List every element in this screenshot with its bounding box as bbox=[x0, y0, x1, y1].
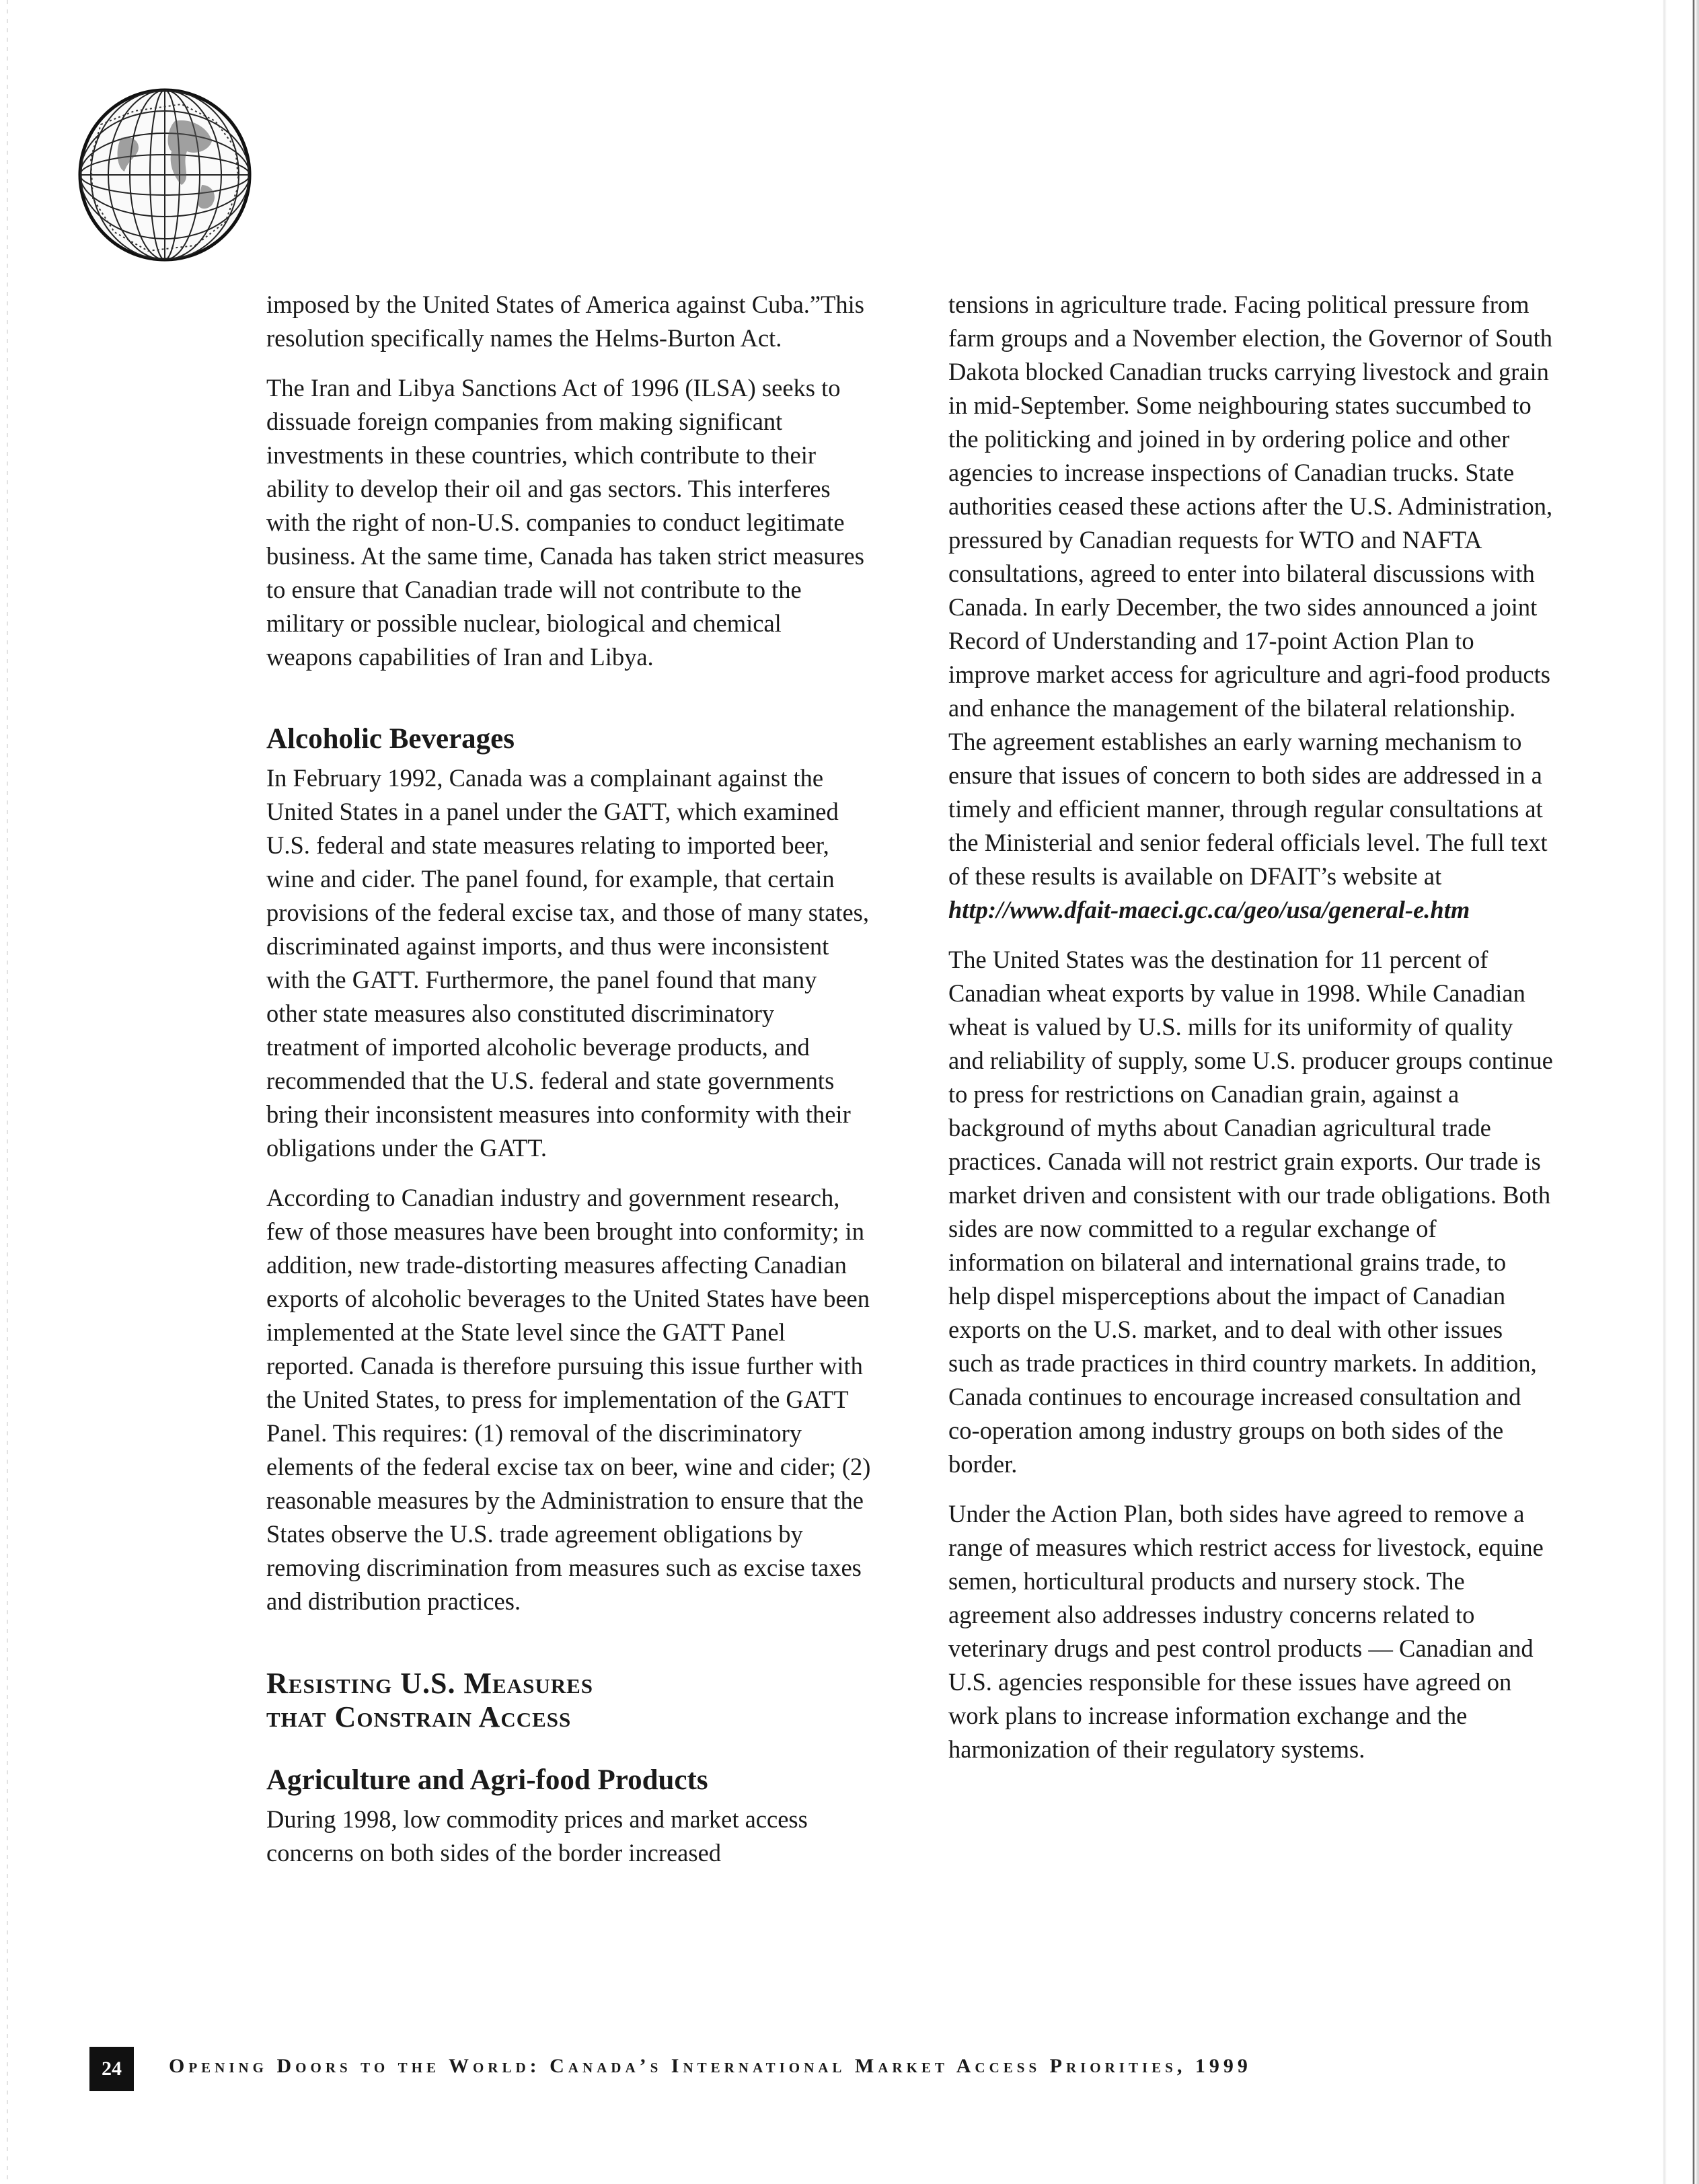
paragraph: During 1998, low commodity prices and market access concerns on both sides of the border increased bbox=[266, 1805, 808, 1867]
scan-edge-right bbox=[1657, 0, 1699, 2184]
heading-agriculture: Agriculture and Agri-food Products bbox=[266, 1764, 708, 1796]
section-title-line: that Constrain Access bbox=[266, 1700, 572, 1733]
footer-title: Opening Doors to the World: Canada’s International Market Access Priorities, 1999 bbox=[169, 2055, 1252, 2077]
right-column bbox=[948, 288, 1554, 1782]
paragraph: The Iran and Libya Sanctions Act of 1996 (ILSA) seeks to dissuade foreign companies from making significant investments in these countries, which contribute to their ability to develop their oil and gas sectors. This interferes with the right of non-U.S. companies to conduct legitimate business. At the same time, Canada has taken strict measures to ensure that Canadian trade will not contribute to the military or possible nuclear, biological and chemical weapons capabilities of Iran and Libya. bbox=[266, 374, 864, 671]
paragraph: The United States was the destination for 11 percent of Canadian wheat exports by value in 1998. While Canadian wheat is valued by U.S. mills for its uniformity of quality and reliability of supply, some U.S. producer groups continue to press for restrictions on Canadian grain, against a background of myths about Canadian agricultural trade practices. Canada will not restrict grain exports. Our trade is market driven and consistent with our trade obligations. Both sides are now committed to a regular exchange of information on bilateral and international grains trade, to help dispel misperceptions about the impact of Canadian exports on the U.S. market, and to deal with other issues such as trade practices in third country markets. In addition, Canada continues to encourage increased consultation and co-operation among industry groups on both sides of the border. bbox=[948, 946, 1553, 1478]
section-title-line: Resisting U.S. Measures bbox=[266, 1667, 594, 1700]
page-footer bbox=[89, 2047, 1603, 2091]
paragraph: According to Canadian industry and government research, few of those measures have been brought into conformity; in addition, new trade-distorting measures affecting Canadian exports of alcoholic beverages to the United States have been implemented at the State level since the GATT Panel reported. Canada is therefore pursuing this issue further with the United States, to press for implementation of the GATT Panel. This requires: (1) removal of the discriminatory elements of the federal excise tax on beer, wine and cider; (2) reasonable measures by the Administration to ensure that the States observe the U.S. trade agreement obligations by removing discrimination from measures such as excise taxes and distribution practices. bbox=[266, 1184, 871, 1615]
globe-icon bbox=[74, 84, 256, 266]
section-title bbox=[266, 1667, 872, 1734]
dfait-website-link[interactable]: http://www.dfait-maeci.gc.ca/geo/usa/general-e.htm bbox=[948, 896, 1470, 924]
paragraph: imposed by the United States of America against Cuba.”This resolution specifically names the Helms-Burton Act. bbox=[266, 291, 864, 352]
paragraph-text: tensions in agriculture trade. Facing political pressure from farm groups and a November election, the Governor of South Dakota blocked Canadian trucks carrying livestock and grain in mid-September. Some neighbouring states succumbed to the politicking and joined in by ordering police and other agencies to increase inspections of Canadian trucks. State authorities ceased these actions after the U.S. Administration, pressured by Canadian requests for WTO and NAFTA consultations, agreed to enter into bilateral discussions with Canada. In early December, the two sides announced a joint Record of Understanding and 17-point Action Plan to improve market access for agriculture and agri-food products and enhance the management of the bilateral relationship. The agreement establishes an early warning mechanism to ensure that issues of concern to both sides are addressed in a timely and efficient manner, through regular consultations at the Ministerial and senior federal officials level. The full text of these results is available on DFAIT’s website at bbox=[948, 291, 1553, 890]
heading-alcoholic-beverages: Alcoholic Beverages bbox=[266, 723, 515, 755]
scan-edge-left bbox=[7, 0, 8, 2184]
page-number: 24 bbox=[89, 2047, 134, 2091]
left-column bbox=[266, 288, 872, 1886]
paragraph: In February 1992, Canada was a complainant against the United States in a panel under the GATT, which examined U.S. federal and state measures relating to imported beer, wine and cider. The panel found, for example, that certain provisions of the federal excise tax, and those of many states, discriminated against imports, and thus were inconsistent with the GATT. Furthermore, the panel found that many other state measures also constituted discriminatory treatment of imported alcoholic beverage products, and recommended that the U.S. federal and state governments bring their inconsistent measures into conformity with their obligations under the GATT. bbox=[266, 764, 870, 1162]
paragraph bbox=[948, 288, 1554, 927]
paragraph: Under the Action Plan, both sides have agreed to remove a range of measures which restrict access for livestock, equine semen, horticultural products and nursery stock. The agreement also addresses industry concerns related to veterinary drugs and pest control products — Canadian and U.S. agencies responsible for these issues have agreed on work plans to increase information exchange and the harmonization of their regulatory systems. bbox=[948, 1500, 1544, 1763]
